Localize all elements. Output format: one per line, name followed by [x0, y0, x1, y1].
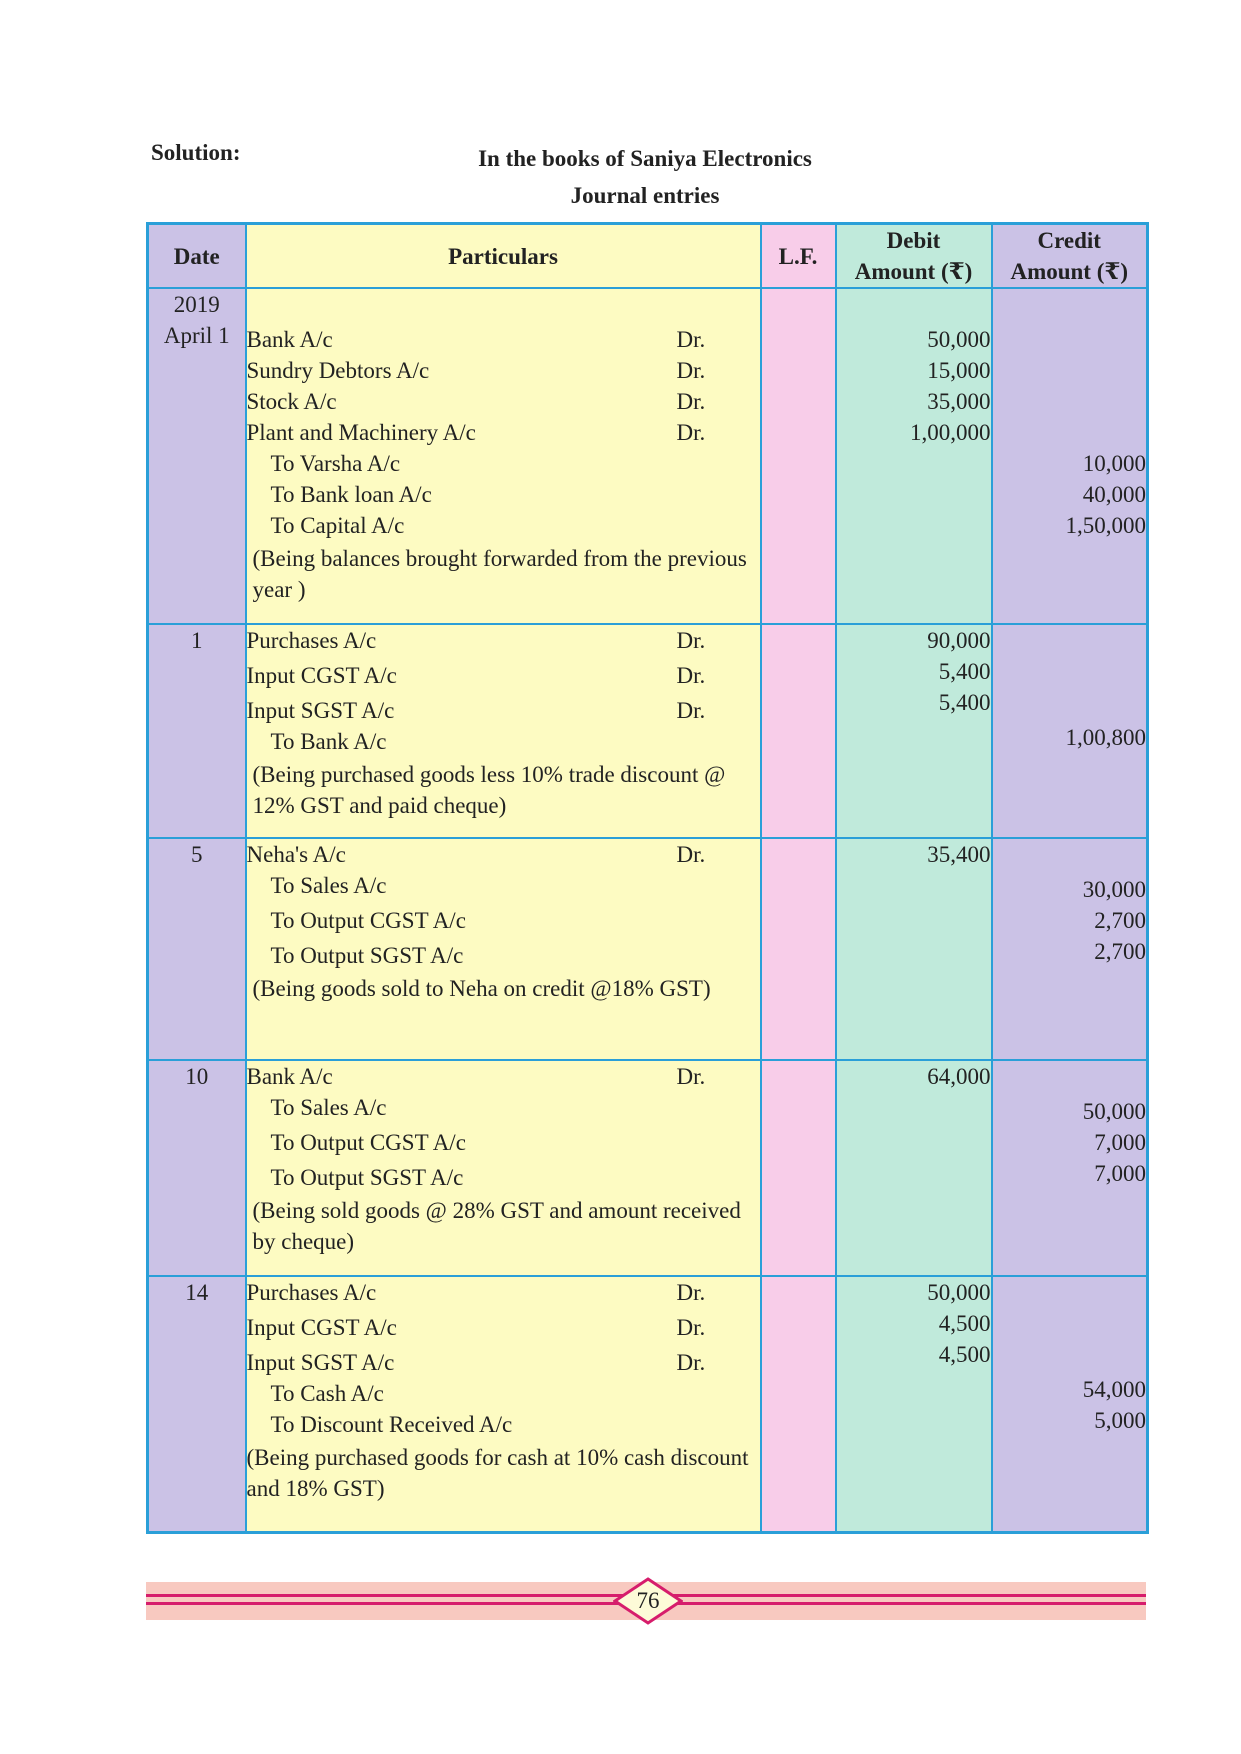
dr-label: Dr.	[676, 389, 706, 414]
credit-line: To Capital A/c	[270, 513, 405, 538]
credit-line: To Output SGST A/c	[270, 943, 464, 968]
credit-amount: 2,700	[1094, 939, 1146, 964]
table-row	[148, 288, 1148, 624]
account-name: Input CGST A/c	[246, 1315, 397, 1340]
lf-cell	[761, 288, 836, 624]
narration: (Being purchased goods less 10% trade discount @ 12% GST and paid cheque)	[252, 762, 726, 818]
page-number: 76	[636, 1588, 660, 1613]
dr-label: Dr.	[676, 628, 706, 653]
account-name: Sundry Debtors A/c	[246, 358, 430, 383]
entry-date: April 1	[163, 323, 230, 348]
credit-line: To Bank loan A/c	[270, 482, 432, 507]
credit-line: To Output CGST A/c	[270, 1130, 466, 1155]
entry-date: 1	[191, 628, 203, 653]
credit-line: To Cash A/c	[270, 1381, 384, 1406]
particulars-cell	[246, 1276, 761, 1532]
journal-subtitle: Journal entries	[570, 183, 720, 208]
debit-line	[247, 417, 760, 448]
entry-date: 14	[185, 1280, 209, 1305]
credit-line: To Output SGST A/c	[270, 1165, 464, 1190]
credit-amount: 30,000	[1082, 877, 1146, 902]
table-header-row	[148, 224, 1148, 289]
debit-header-line2: Amount (₹)	[854, 259, 973, 284]
debit-line	[247, 1277, 760, 1312]
credit-header-line1: Credit	[1037, 228, 1101, 253]
credit-line: To Bank A/c	[270, 729, 387, 754]
credit-amount: 2,700	[1094, 908, 1146, 933]
dr-label: Dr.	[676, 1315, 706, 1340]
credit-amount-cell	[992, 838, 1148, 1060]
debit-header-line1: Debit	[886, 228, 941, 253]
date-header: Date	[148, 224, 246, 289]
debit-amount-cell	[836, 838, 992, 1060]
dr-label: Dr.	[676, 1280, 706, 1305]
date-cell	[148, 838, 246, 1060]
lf-cell	[761, 624, 836, 838]
debit-amount: 90,000	[927, 628, 991, 653]
debit-amount-cell	[836, 624, 992, 838]
entry-date: 5	[191, 842, 203, 867]
debit-line	[247, 839, 760, 870]
credit-line: To Varsha A/c	[270, 451, 401, 476]
lf-header: L.F.	[761, 224, 836, 289]
credit-amount: 40,000	[1082, 482, 1146, 507]
debit-amount-cell	[836, 1276, 992, 1532]
credit-line: To Output CGST A/c	[270, 908, 466, 933]
debit-line	[247, 324, 760, 355]
journal-table	[146, 222, 1149, 1534]
dr-label: Dr.	[676, 698, 706, 723]
particulars-header: Particulars	[246, 224, 761, 289]
account-name: Input SGST A/c	[246, 1350, 395, 1375]
lf-cell	[761, 1276, 836, 1532]
dr-label: Dr.	[676, 663, 706, 688]
account-name: Input SGST A/c	[246, 698, 395, 723]
debit-amount: 4,500	[938, 1342, 991, 1367]
debit-line	[247, 625, 760, 660]
dr-label: Dr.	[676, 358, 706, 383]
dr-label: Dr.	[676, 1350, 706, 1375]
date-cell	[148, 1060, 246, 1276]
book-title: In the books of Saniya Electronics	[478, 146, 812, 171]
date-cell	[148, 288, 246, 624]
credit-header-line2: Amount (₹)	[1010, 259, 1129, 284]
debit-header	[836, 224, 992, 289]
credit-line: To Sales A/c	[270, 873, 387, 898]
dr-label: Dr.	[676, 842, 706, 867]
account-name: Bank A/c	[246, 327, 333, 352]
credit-amount: 1,00,800	[1065, 725, 1146, 750]
narration: (Being balances brought forwarded from the previous year )	[252, 546, 747, 602]
entry-year: 2019	[173, 292, 220, 317]
debit-line	[247, 695, 760, 726]
credit-header	[992, 224, 1148, 289]
debit-line	[247, 1061, 760, 1092]
table-row	[148, 1060, 1148, 1276]
debit-amount: 64,000	[927, 1064, 991, 1089]
debit-line	[247, 660, 760, 695]
account-name: Purchases A/c	[246, 1280, 377, 1305]
account-name: Purchases A/c	[246, 628, 377, 653]
table-row	[148, 624, 1148, 838]
narration: (Being sold goods @ 28% GST and amount received by cheque)	[252, 1198, 741, 1254]
credit-amount: 50,000	[1082, 1099, 1146, 1124]
table-row	[148, 838, 1148, 1060]
particulars-cell	[246, 838, 761, 1060]
debit-amount: 50,000	[927, 1280, 991, 1305]
particulars-cell	[246, 1060, 761, 1276]
debit-amount: 35,400	[927, 842, 991, 867]
debit-line	[247, 1347, 760, 1378]
credit-line: To Discount Received A/c	[270, 1412, 513, 1437]
debit-amount: 50,000	[927, 327, 991, 352]
solution-label: Solution:	[151, 140, 241, 165]
debit-line	[247, 1312, 760, 1347]
credit-amount: 10,000	[1082, 451, 1146, 476]
debit-amount: 5,400	[938, 659, 991, 684]
account-name: Neha's A/c	[246, 842, 346, 867]
credit-amount-cell	[992, 624, 1148, 838]
dr-label: Dr.	[676, 327, 706, 352]
table-row	[148, 1276, 1148, 1532]
debit-amount: 35,000	[927, 389, 991, 414]
debit-line	[247, 386, 760, 417]
account-name: Plant and Machinery A/c	[246, 420, 476, 445]
debit-line	[247, 355, 760, 386]
account-name: Bank A/c	[246, 1064, 333, 1089]
debit-amount: 5,400	[938, 690, 991, 715]
credit-amount-cell	[992, 1276, 1148, 1532]
credit-amount: 54,000	[1082, 1377, 1146, 1402]
narration: (Being goods sold to Neha on credit @18% GST)	[252, 976, 711, 1001]
credit-line: To Sales A/c	[270, 1095, 387, 1120]
lf-cell	[761, 838, 836, 1060]
title-block	[430, 140, 860, 214]
particulars-cell	[246, 624, 761, 838]
dr-label: Dr.	[676, 1064, 706, 1089]
credit-amount: 1,50,000	[1065, 513, 1146, 538]
dr-label: Dr.	[676, 420, 706, 445]
narration: (Being purchased goods for cash at 10% cash discount and 18% GST)	[246, 1445, 749, 1501]
debit-amount: 4,500	[938, 1311, 991, 1336]
credit-amount: 7,000	[1094, 1130, 1146, 1155]
lf-cell	[761, 1060, 836, 1276]
account-name: Input CGST A/c	[246, 663, 397, 688]
date-cell	[148, 1276, 246, 1532]
account-name: Stock A/c	[246, 389, 337, 414]
credit-amount-cell	[992, 1060, 1148, 1276]
credit-amount: 7,000	[1094, 1161, 1146, 1186]
credit-amount: 5,000	[1094, 1408, 1146, 1433]
debit-amount-cell	[836, 1060, 992, 1276]
debit-amount: 1,00,000	[910, 420, 991, 445]
entry-date: 10	[185, 1064, 209, 1089]
date-cell	[148, 624, 246, 838]
debit-amount: 15,000	[927, 358, 991, 383]
debit-amount-cell	[836, 288, 992, 624]
particulars-cell	[246, 288, 761, 624]
credit-amount-cell	[992, 288, 1148, 624]
